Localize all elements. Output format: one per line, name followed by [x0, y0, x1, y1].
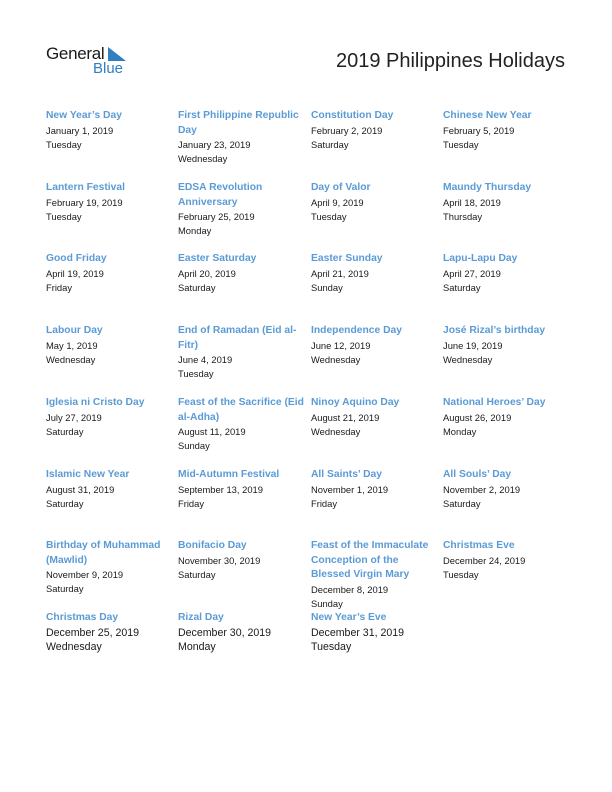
holiday-date: July 27, 2019: [46, 411, 102, 423]
holiday-name: Easter Saturday: [178, 253, 257, 264]
holiday-weekday: Sunday: [178, 440, 210, 451]
holiday-date: April 9, 2019: [311, 196, 364, 208]
holiday-name: All Souls’ Day: [443, 469, 512, 480]
holiday-name: Feast of the Sacrifice (Eid al-Adha): [178, 397, 304, 423]
holiday-weekday: Saturday: [178, 568, 216, 580]
holiday-date: December 31, 2019: [311, 626, 405, 639]
holiday-item: [311, 181, 439, 224]
holiday-name: Maundy Thursday: [443, 182, 532, 193]
holiday-name: Christmas Eve: [443, 540, 515, 551]
holiday-weekday: Saturday: [443, 281, 481, 293]
blue-triangle-icon: [108, 47, 126, 61]
holiday-date: April 27, 2019: [443, 267, 501, 279]
holiday-item: [443, 324, 571, 367]
holiday-date: January 23, 2019: [178, 139, 251, 150]
holiday-item: [311, 109, 439, 152]
holiday-name: Iglesia ni Cristo Day: [46, 397, 145, 408]
holiday-name: New Year’s Eve: [311, 612, 387, 623]
holiday-item: [178, 468, 306, 511]
holiday-weekday: Wednesday: [46, 640, 102, 653]
brand-logo: [46, 44, 136, 80]
holiday-item: [46, 109, 174, 152]
holiday-weekday: Thursday: [443, 210, 483, 222]
holiday-date: April 19, 2019: [46, 267, 104, 279]
holiday-name: Independence Day: [311, 325, 402, 336]
holiday-name: Mid-Autumn Festival: [178, 469, 280, 480]
holiday-date: June 19, 2019: [443, 339, 503, 351]
holiday-date: February 19, 2019: [46, 196, 123, 208]
holiday-date: August 11, 2019: [178, 426, 246, 437]
holiday-weekday: Tuesday: [178, 368, 214, 379]
holiday-weekday: Monday: [178, 225, 212, 236]
holiday-weekday: Wednesday: [46, 353, 96, 365]
holiday-item: [46, 539, 174, 596]
holiday-name: Christmas Day: [46, 612, 119, 623]
holiday-date: April 21, 2019: [311, 267, 369, 279]
holiday-date: February 2, 2019: [311, 124, 383, 136]
holiday-date: December 25, 2019: [46, 626, 140, 639]
holiday-item: [443, 181, 571, 224]
holiday-date: February 5, 2019: [443, 124, 515, 136]
holiday-weekday: Tuesday: [46, 138, 82, 150]
holiday-weekday: Saturday: [46, 583, 84, 594]
holiday-name: José Rizal’s birthday: [443, 325, 546, 336]
holiday-date: September 13, 2019: [178, 483, 263, 495]
holiday-item: [443, 468, 571, 511]
holiday-item: [311, 468, 439, 511]
holiday-item: [311, 539, 439, 611]
logo-text-blue: Blue: [93, 60, 124, 77]
holiday-item: [46, 181, 174, 224]
holiday-name: Good Friday: [46, 253, 107, 264]
holiday-name: Rizal Day: [178, 612, 224, 623]
holiday-weekday: Wednesday: [311, 353, 361, 365]
holiday-item: [178, 252, 306, 295]
holiday-item: [46, 324, 174, 367]
holiday-item: [178, 109, 306, 166]
holiday-item: [311, 611, 439, 654]
holiday-weekday: Saturday: [311, 138, 349, 150]
holiday-date: May 1, 2019: [46, 339, 98, 351]
holiday-name: First Philippine Republic Day: [178, 110, 299, 136]
holiday-date: November 9, 2019: [46, 569, 124, 580]
holiday-date: December 30, 2019: [178, 626, 272, 639]
holiday-name: Lantern Festival: [46, 182, 125, 193]
holiday-item: [178, 539, 306, 582]
holiday-weekday: Wednesday: [178, 153, 228, 164]
holiday-name: National Heroes’ Day: [443, 397, 546, 408]
holiday-weekday: Monday: [443, 425, 477, 437]
holiday-name: Bonifacio Day: [178, 540, 247, 551]
holiday-date: December 8, 2019: [311, 583, 389, 595]
holiday-date: February 25, 2019: [178, 211, 255, 222]
holiday-name: EDSA Revolution Anniversary: [178, 182, 263, 208]
holiday-item: [443, 109, 571, 152]
holiday-item: [443, 539, 571, 582]
holiday-name: Constitution Day: [311, 110, 394, 121]
holiday-item: [443, 252, 571, 295]
holiday-date: April 18, 2019: [443, 196, 501, 208]
holiday-name: All Saints’ Day: [311, 469, 382, 480]
holiday-item: [311, 396, 439, 439]
holiday-name: End of Ramadan (Eid al-Fitr): [178, 325, 297, 351]
holiday-weekday: Sunday: [311, 597, 343, 609]
holiday-name: Chinese New Year: [443, 110, 532, 121]
holiday-name: Ninoy Aquino Day: [311, 397, 400, 408]
holiday-item: [178, 181, 306, 238]
holiday-date: November 2, 2019: [443, 483, 521, 495]
holiday-date: June 12, 2019: [311, 339, 371, 351]
page-title: 2019 Philippines Holidays: [335, 50, 565, 72]
holiday-name: Birthday of Muhammad (Mawlid): [46, 540, 161, 566]
holiday-weekday: Saturday: [443, 497, 481, 509]
holiday-weekday: Saturday: [46, 497, 84, 509]
holiday-date: November 30, 2019: [178, 554, 261, 566]
holiday-name: Labour Day: [46, 325, 103, 336]
logo-text-general: General: [46, 44, 105, 63]
holiday-date: August 31, 2019: [46, 483, 115, 495]
holiday-name: New Year’s Day: [46, 110, 122, 121]
holiday-weekday: Friday: [311, 497, 338, 509]
holiday-weekday: Wednesday: [443, 353, 493, 365]
holiday-item: [178, 396, 306, 453]
holiday-weekday: Friday: [46, 281, 73, 293]
holiday-weekday: Saturday: [46, 425, 84, 437]
holiday-name: Easter Sunday: [311, 253, 383, 264]
holiday-name: Day of Valor: [311, 182, 371, 193]
holiday-weekday: Tuesday: [311, 640, 352, 653]
holiday-date: January 1, 2019: [46, 124, 114, 136]
holiday-date: November 1, 2019: [311, 483, 389, 495]
holiday-date: April 20, 2019: [178, 267, 236, 279]
holiday-weekday: Sunday: [311, 281, 343, 293]
holiday-date: December 24, 2019: [443, 554, 526, 566]
holiday-date: August 26, 2019: [443, 411, 512, 423]
holiday-weekday: Monday: [178, 640, 216, 653]
holiday-weekday: Friday: [178, 497, 205, 509]
holiday-item: [46, 252, 174, 295]
holiday-name: Feast of the Immaculate Conception of the Blessed Virgin Mary: [311, 540, 429, 580]
holiday-item: [311, 324, 439, 367]
holiday-date: August 21, 2019: [311, 411, 380, 423]
holiday-item: [178, 611, 306, 654]
holiday-item: [46, 396, 174, 439]
holiday-date: June 4, 2019: [178, 354, 233, 365]
holiday-item: [46, 611, 174, 654]
holiday-weekday: Saturday: [178, 281, 216, 293]
holiday-item: [311, 252, 439, 295]
holiday-name: Lapu-Lapu Day: [443, 253, 518, 264]
holiday-weekday: Tuesday: [443, 568, 479, 580]
holiday-weekday: Tuesday: [443, 138, 479, 150]
holiday-name: Islamic New Year: [46, 469, 130, 480]
holiday-item: [443, 396, 571, 439]
holiday-item: [46, 468, 174, 511]
holiday-weekday: Tuesday: [311, 210, 347, 222]
holiday-weekday: Tuesday: [46, 210, 82, 222]
holiday-weekday: Wednesday: [311, 425, 361, 437]
holiday-item: [178, 324, 306, 381]
